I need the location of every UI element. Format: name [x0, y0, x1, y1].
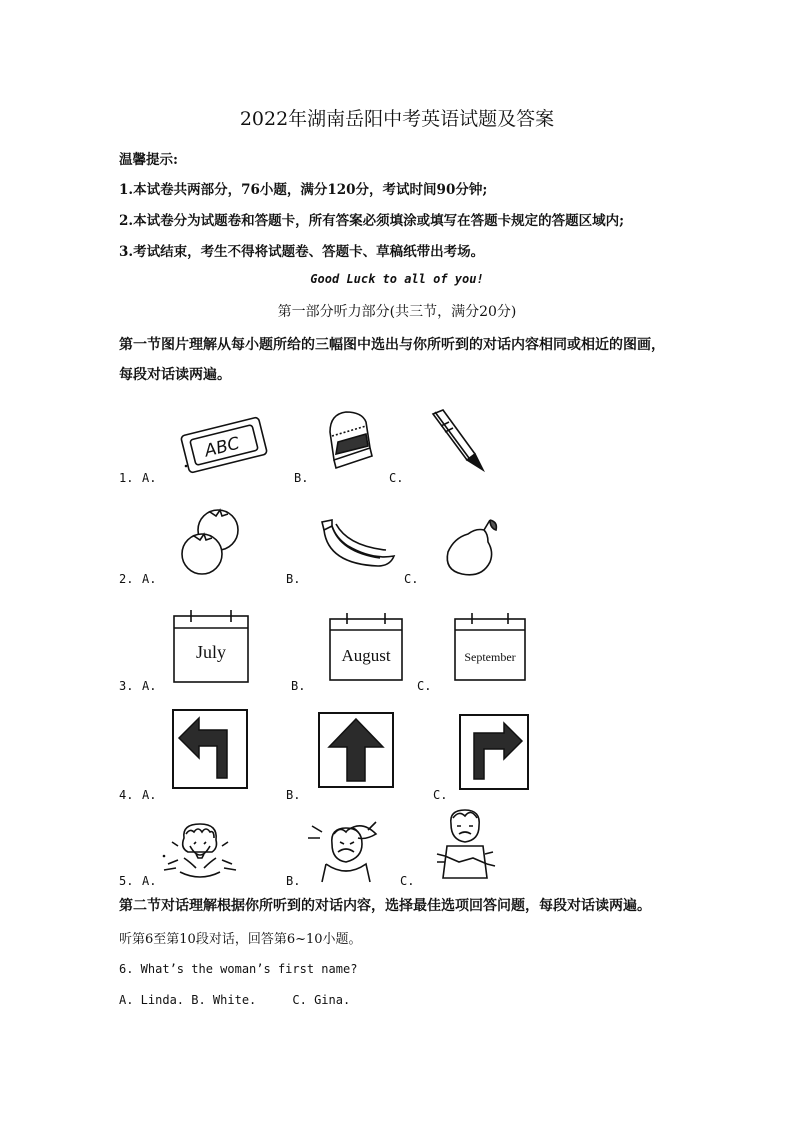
q4-option-c: C. — [433, 788, 448, 802]
q5-number: 5. — [119, 874, 134, 888]
tip-3: 3.考试结束，考生不得将试题卷、答题卡、草稿纸带出考场。 — [119, 244, 485, 260]
q2-option-b: B. — [286, 572, 301, 586]
stomachache-icon — [433, 806, 497, 882]
q2-number: 2. — [119, 572, 134, 586]
q3-number: 3. — [119, 679, 134, 693]
calendar-july-icon — [171, 608, 251, 686]
tip-1: 1.本试卷共两部分，76小题，满分120分，考试时间90分钟; — [119, 182, 488, 198]
q1-option-a: A. — [142, 471, 157, 485]
q1-option-c: C. — [389, 471, 404, 485]
q4-number: 4. — [119, 788, 134, 802]
q6-options: A. Linda. B. White. C. Gina. — [119, 993, 351, 1007]
abc-box-icon — [178, 418, 270, 472]
motto: Good Luck to all of you! — [310, 272, 484, 286]
banana-icon — [318, 516, 400, 574]
calendar-august-icon — [327, 611, 405, 683]
arrow-right-icon — [458, 713, 530, 791]
arrow-left-icon — [171, 708, 249, 790]
q6-question: 6. What’s the woman’s first name? — [119, 962, 358, 976]
calendar-september-label: September — [464, 650, 516, 664]
q3-option-b: B. — [291, 679, 306, 693]
section1-instruction-line2: 每段对话读两遍。 — [119, 367, 231, 383]
q2-option-c: C. — [404, 572, 419, 586]
calendar-july-label: July — [195, 642, 227, 662]
pen-icon — [425, 408, 491, 474]
q1-number: 1. — [119, 471, 134, 485]
q1-option-b: B. — [294, 471, 309, 485]
calendar-august-label: August — [341, 646, 391, 665]
q5-option-c: C. — [400, 874, 415, 888]
tomato-icon — [180, 504, 246, 576]
q4-option-a: A. — [142, 788, 157, 802]
q5-option-a: A. — [142, 874, 157, 888]
section2-heading: 第二节对话理解根据你所听到的对话内容，选择最佳选项回答问题，每段对话读两遍。 — [119, 898, 651, 914]
q2-option-a: A. — [142, 572, 157, 586]
q4-option-b: B. — [286, 788, 301, 802]
headache-icon — [306, 818, 386, 882]
tips-heading: 温馨提示: — [119, 152, 178, 168]
toothache-icon — [160, 818, 242, 882]
q3-option-a: A. — [142, 679, 157, 693]
page-title: 2022年湖南岳阳中考英语试题及答案 — [239, 108, 555, 130]
pear-icon — [438, 516, 502, 578]
section2-instruction: 听第6至第10段对话，回答第6~10小题。 — [119, 932, 362, 947]
q3-option-c: C. — [417, 679, 432, 693]
tip-2: 2.本试卷分为试题卷和答题卡，所有答案必须填涂或填写在答题卡规定的答题区域内; — [119, 213, 625, 229]
svg-text:ABC: ABC — [202, 433, 242, 462]
calendar-september-icon — [452, 611, 528, 683]
arrow-up-icon — [317, 711, 395, 789]
q5-option-b: B. — [286, 874, 301, 888]
section1-instruction-line1: 第一节图片理解从每小题所给的三幅图中选出与你所听到的对话内容相同或相近的图画， — [119, 337, 665, 353]
part1-heading: 第一部分听力部分(共三节，满分20分) — [277, 304, 517, 320]
eraser-icon — [322, 408, 380, 472]
